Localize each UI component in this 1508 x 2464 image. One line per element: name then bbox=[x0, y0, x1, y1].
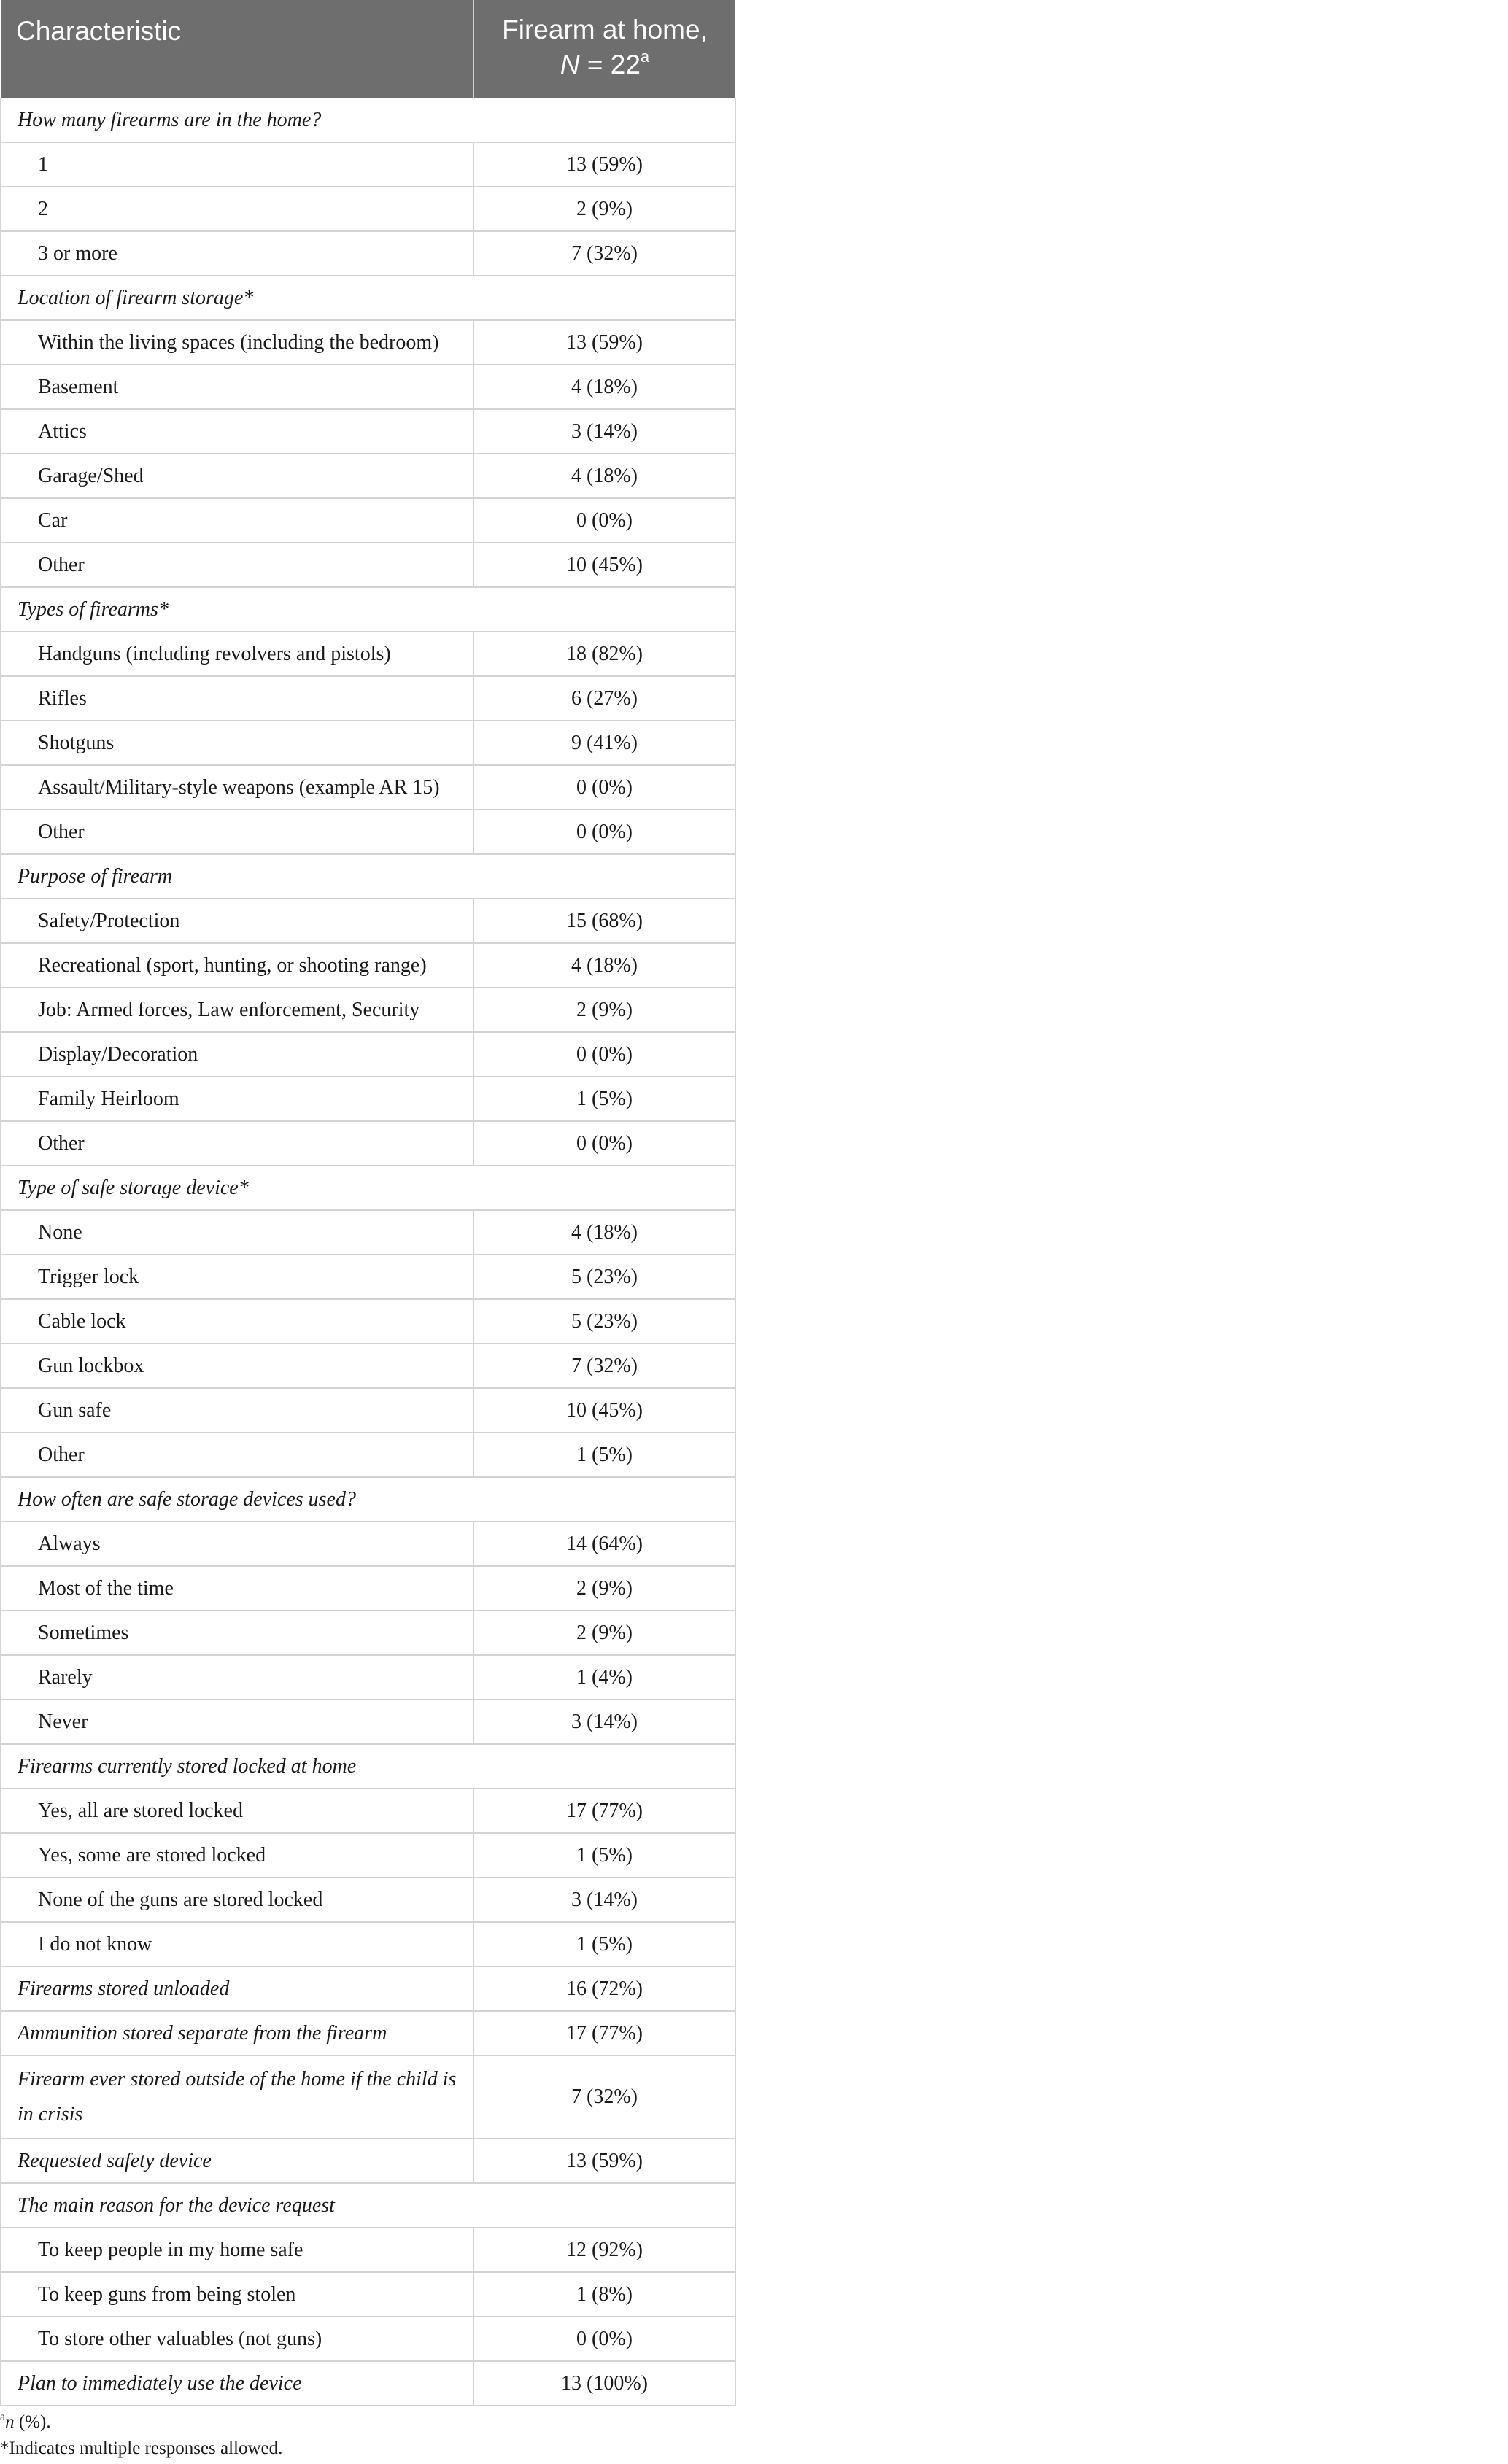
row-value: 5 (23%) bbox=[473, 1255, 735, 1299]
row-label: To store other valuables (not guns) bbox=[1, 2317, 473, 2361]
row-value: 1 (4%) bbox=[473, 1655, 735, 1700]
row-label: Assault/Military-style weapons (example AR 15) bbox=[1, 765, 473, 810]
table-row bbox=[1, 1433, 735, 1477]
row-label: Yes, some are stored locked bbox=[1, 1833, 473, 1878]
table-row bbox=[1, 676, 735, 721]
table-row bbox=[1, 1566, 735, 1611]
row-label: Job: Armed forces, Law enforcement, Security bbox=[1, 988, 473, 1032]
row-label: Garage/Shed bbox=[1, 454, 473, 498]
row-label: Within the living spaces (including the bedroom) bbox=[1, 320, 473, 365]
header-footnote-mark: a bbox=[640, 47, 650, 66]
table-row bbox=[1, 1077, 735, 1121]
group-label: How many firearms are in the home? bbox=[1, 98, 735, 142]
table-row bbox=[1, 498, 735, 543]
row-value: 1 (5%) bbox=[473, 1833, 735, 1878]
table-row bbox=[1, 1121, 735, 1166]
group-label: Type of safe storage device* bbox=[1, 1166, 735, 1210]
table-row bbox=[1, 1255, 735, 1299]
table-row bbox=[1, 1789, 735, 1833]
row-label: 3 or more bbox=[1, 231, 473, 276]
summary-row bbox=[1, 2011, 735, 2056]
row-value: 3 (14%) bbox=[473, 1878, 735, 1922]
group-header-row bbox=[1, 2183, 735, 2228]
table-header bbox=[1, 0, 735, 98]
group-label: Firearms currently stored locked at home bbox=[1, 1744, 735, 1789]
row-label: Display/Decoration bbox=[1, 1032, 473, 1077]
firearm-characteristics-table bbox=[0, 0, 736, 2406]
table-row bbox=[1, 1700, 735, 1744]
header-n-value: = 22 bbox=[579, 50, 641, 80]
row-value: 2 (9%) bbox=[473, 1566, 735, 1611]
group-label: The main reason for the device request bbox=[1, 2183, 735, 2228]
row-label: Ammunition stored separate from the firearm bbox=[1, 2011, 473, 2056]
row-value: 16 (72%) bbox=[473, 1967, 735, 2011]
table-row bbox=[1, 1299, 735, 1344]
table-row bbox=[1, 988, 735, 1032]
header-line1: Firearm at home, bbox=[502, 15, 708, 44]
row-label: Trigger lock bbox=[1, 1255, 473, 1299]
row-value: 2 (9%) bbox=[473, 1611, 735, 1655]
footnote-a-mark: a bbox=[0, 2411, 6, 2423]
table-row bbox=[1, 142, 735, 187]
group-label: Location of firearm storage* bbox=[1, 276, 735, 320]
table-row bbox=[1, 543, 735, 587]
group-label: Types of firearms* bbox=[1, 587, 735, 632]
table-row bbox=[1, 365, 735, 409]
row-label: Gun safe bbox=[1, 1388, 473, 1433]
table-row bbox=[1, 1878, 735, 1922]
row-label: To keep people in my home safe bbox=[1, 2228, 473, 2272]
header-firearm-at-home bbox=[473, 0, 735, 98]
row-value: 2 (9%) bbox=[473, 988, 735, 1032]
header-row bbox=[1, 0, 735, 98]
row-value: 7 (32%) bbox=[473, 1344, 735, 1388]
row-value: 0 (0%) bbox=[473, 1032, 735, 1077]
row-label: Safety/Protection bbox=[1, 899, 473, 943]
row-value: 2 (9%) bbox=[473, 187, 735, 231]
group-header-row bbox=[1, 854, 735, 899]
row-label: Family Heirloom bbox=[1, 1077, 473, 1121]
footnote-a bbox=[0, 2409, 282, 2436]
table-row bbox=[1, 1922, 735, 1967]
table-row bbox=[1, 1388, 735, 1433]
row-value: 0 (0%) bbox=[473, 765, 735, 810]
row-label: Car bbox=[1, 498, 473, 543]
row-label: Other bbox=[1, 1433, 473, 1477]
row-label: Rifles bbox=[1, 676, 473, 721]
group-label: Purpose of firearm bbox=[1, 854, 735, 899]
row-value: 4 (18%) bbox=[473, 1210, 735, 1255]
row-value: 0 (0%) bbox=[473, 810, 735, 854]
table-row bbox=[1, 1032, 735, 1077]
table-row bbox=[1, 454, 735, 498]
row-label: Gun lockbox bbox=[1, 1344, 473, 1388]
table-row bbox=[1, 1611, 735, 1655]
row-value: 17 (77%) bbox=[473, 2011, 735, 2056]
table-row bbox=[1, 1344, 735, 1388]
row-label: Most of the time bbox=[1, 1566, 473, 1611]
row-value: 13 (59%) bbox=[473, 142, 735, 187]
row-label: Shotguns bbox=[1, 721, 473, 765]
row-label: None bbox=[1, 1210, 473, 1255]
row-label: Cable lock bbox=[1, 1299, 473, 1344]
group-header-row bbox=[1, 1166, 735, 1210]
table-row bbox=[1, 2272, 735, 2317]
table-row bbox=[1, 231, 735, 276]
table-row bbox=[1, 2228, 735, 2272]
row-value: 0 (0%) bbox=[473, 1121, 735, 1166]
row-label: Other bbox=[1, 810, 473, 854]
header-n-symbol: N bbox=[560, 50, 580, 80]
table-row bbox=[1, 1655, 735, 1700]
row-value: 4 (18%) bbox=[473, 454, 735, 498]
summary-row bbox=[1, 2139, 735, 2183]
row-value: 10 (45%) bbox=[473, 543, 735, 587]
row-value: 7 (32%) bbox=[473, 231, 735, 276]
table-row bbox=[1, 320, 735, 365]
row-label: Yes, all are stored locked bbox=[1, 1789, 473, 1833]
row-value: 7 (32%) bbox=[473, 2056, 735, 2139]
table-row bbox=[1, 899, 735, 943]
row-label: Requested safety device bbox=[1, 2139, 473, 2183]
row-label: None of the guns are stored locked bbox=[1, 1878, 473, 1922]
row-value: 3 (14%) bbox=[473, 409, 735, 454]
summary-row bbox=[1, 2361, 735, 2406]
row-label: 1 bbox=[1, 142, 473, 187]
row-label: Basement bbox=[1, 365, 473, 409]
row-value: 3 (14%) bbox=[473, 1700, 735, 1744]
row-label: Plan to immediately use the device bbox=[1, 2361, 473, 2406]
row-label: Rarely bbox=[1, 1655, 473, 1700]
row-label: Other bbox=[1, 1121, 473, 1166]
summary-row bbox=[1, 2056, 735, 2139]
group-header-row bbox=[1, 1477, 735, 1522]
row-value: 6 (27%) bbox=[473, 676, 735, 721]
row-value: 14 (64%) bbox=[473, 1522, 735, 1566]
row-value: 0 (0%) bbox=[473, 2317, 735, 2361]
table-row bbox=[1, 409, 735, 454]
row-value: 13 (59%) bbox=[473, 2139, 735, 2183]
table-row bbox=[1, 765, 735, 810]
row-value: 15 (68%) bbox=[473, 899, 735, 943]
row-value: 9 (41%) bbox=[473, 721, 735, 765]
row-label: Handguns (including revolvers and pistols) bbox=[1, 632, 473, 676]
row-value: 1 (5%) bbox=[473, 1433, 735, 1477]
row-value: 5 (23%) bbox=[473, 1299, 735, 1344]
row-label: Firearm ever stored outside of the home if the child is in crisis bbox=[1, 2056, 473, 2139]
table-row bbox=[1, 810, 735, 854]
footnote-a-n: n bbox=[5, 2412, 15, 2432]
row-value: 0 (0%) bbox=[473, 498, 735, 543]
row-label: I do not know bbox=[1, 1922, 473, 1967]
row-label: Recreational (sport, hunting, or shooting range) bbox=[1, 943, 473, 988]
row-label: To keep guns from being stolen bbox=[1, 2272, 473, 2317]
table-row bbox=[1, 721, 735, 765]
row-label: Sometimes bbox=[1, 1611, 473, 1655]
row-label: Firearms stored unloaded bbox=[1, 1967, 473, 2011]
table-row bbox=[1, 187, 735, 231]
table-body bbox=[1, 98, 735, 2406]
table-row bbox=[1, 632, 735, 676]
table-row bbox=[1, 1210, 735, 1255]
row-value: 1 (5%) bbox=[473, 1922, 735, 1967]
row-label: Always bbox=[1, 1522, 473, 1566]
table-row bbox=[1, 2317, 735, 2361]
row-value: 4 (18%) bbox=[473, 365, 735, 409]
summary-row bbox=[1, 1967, 735, 2011]
row-value: 12 (92%) bbox=[473, 2228, 735, 2272]
group-header-row bbox=[1, 1744, 735, 1789]
row-value: 10 (45%) bbox=[473, 1388, 735, 1433]
row-value: 1 (8%) bbox=[473, 2272, 735, 2317]
group-header-row bbox=[1, 98, 735, 142]
group-header-row bbox=[1, 276, 735, 320]
group-header-row bbox=[1, 587, 735, 632]
table-row bbox=[1, 1833, 735, 1878]
table-row bbox=[1, 943, 735, 988]
row-value: 4 (18%) bbox=[473, 943, 735, 988]
row-label: Other bbox=[1, 543, 473, 587]
row-value: 17 (77%) bbox=[473, 1789, 735, 1833]
group-label: How often are safe storage devices used? bbox=[1, 1477, 735, 1522]
row-value: 1 (5%) bbox=[473, 1077, 735, 1121]
footnote-star: *Indicates multiple responses allowed. bbox=[0, 2438, 283, 2458]
row-label: 2 bbox=[1, 187, 473, 231]
header-characteristic: Characteristic bbox=[1, 0, 473, 98]
table-row bbox=[1, 1522, 735, 1566]
row-label: Never bbox=[1, 1700, 473, 1744]
row-value: 13 (59%) bbox=[473, 320, 735, 365]
table-footnotes bbox=[0, 2409, 282, 2462]
row-value: 18 (82%) bbox=[473, 632, 735, 676]
row-label: Attics bbox=[1, 409, 473, 454]
row-value: 13 (100%) bbox=[473, 2361, 735, 2406]
footnote-a-text: (%). bbox=[14, 2412, 51, 2432]
